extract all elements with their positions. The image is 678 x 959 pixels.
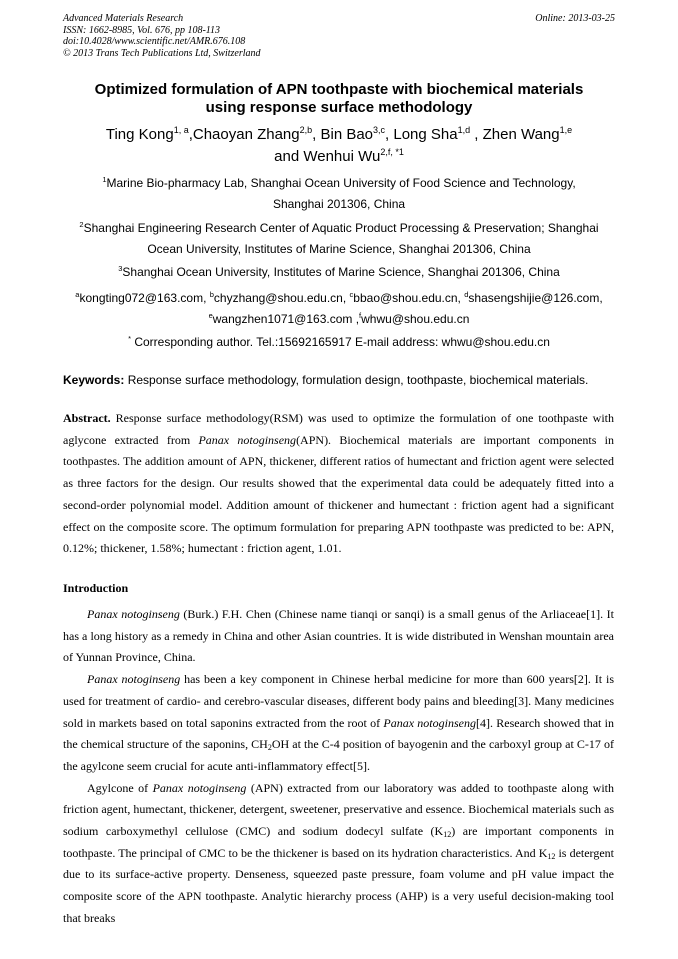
email-link[interactable]: wangzhen1071@163.com , (212, 312, 360, 326)
author-name: ,Chaoyan Zhang (188, 126, 300, 143)
author-name: Ting Kong (105, 126, 174, 143)
journal-header (63, 13, 615, 59)
author-name: , Bin Bao (312, 126, 374, 143)
corresponding-text: Corresponding author. Tel.:15692165917 E-mail address: whwu@shou.edu.cn (131, 335, 550, 349)
author-name: , Zhen Wang (470, 126, 560, 143)
email-sup: c (349, 290, 354, 299)
affiliation-sup: 3 (118, 264, 123, 273)
author-sup: 1,d (457, 125, 471, 135)
email-sup: d (464, 290, 469, 299)
title-line-1: Optimized formulation of APN toothpaste with biochemical materials (94, 81, 584, 98)
affiliation-1 (63, 173, 615, 215)
doi-line[interactable]: doi:10.4028/www.scientific.net/AMR.676.108 (63, 36, 246, 47)
email-link[interactable]: chyzhang@shou.edu.cn, (213, 291, 347, 305)
species-name: Panax notoginseng (152, 780, 247, 795)
author-name: and Wenhui Wu (274, 148, 381, 165)
keywords-label: Keywords: (63, 373, 125, 387)
paragraph-text: has been a key component in Chinese herbal medicine for more than 600 years[2]. It is used for treatment of cardio- and cerebro-vascular diseases, different body pains and bleeding[3]. Many medicines sold in markets based on total saponins extracted from the root of (63, 672, 614, 730)
online-date: Online: 2013-03-25 (535, 13, 615, 24)
affiliation-sup: 1 (102, 175, 107, 184)
subscript: 12 (443, 830, 452, 840)
author-sup: 2,b (299, 125, 313, 135)
affiliation-text: Shanghai Ocean University, Institutes of Marine Science, Shanghai 201306, China (122, 265, 560, 279)
corresponding-sup: * (128, 334, 131, 343)
author-sup: 1, a (173, 125, 189, 135)
subscript: 2 (267, 743, 272, 753)
section-heading-introduction: Introduction (63, 581, 129, 595)
email-link[interactable]: bbao@shou.edu.cn, (353, 291, 461, 305)
author-sup: 3,c (373, 125, 386, 135)
keywords-text: Response surface methodology, formulation design, toothpaste, biochemical materials. (124, 373, 589, 387)
paragraph-text: (APN) extracted from our laboratory was added to toothpaste along with friction agent, humectant, thickener, detergent, sweetener, preservative and essence. Biochemical materials such as sodium carboxymethyl cellulose (CMC) and sodium dodecyl sulfate (K (63, 780, 614, 839)
email-list (63, 288, 615, 330)
species-name: Panax notoginseng (383, 715, 476, 730)
paragraph-text: Agylcone of (87, 780, 153, 795)
copyright-line: © 2013 Trans Tech Publications Ltd, Switzerland (63, 47, 261, 59)
subscript: 12 (547, 851, 556, 861)
paragraph (63, 669, 614, 778)
affiliation-sup: 2 (79, 220, 84, 229)
introduction-body (63, 604, 614, 930)
paragraph-text: OH at the C-4 position of bayogenin and the carboxyl group at C-17 of the agylcone seem crucial for acute anti-inflammatory effect[5]. (63, 737, 614, 773)
affiliation-text: Shanghai Engineering Research Center of Aquatic Product Processing & Preservation; Shanghai (83, 221, 599, 235)
abstract-text: (APN). Biochemical materials are important components in toothpastes. The addition amount of APN, thickener, different ratios of humectant and friction agent were selected as three factors for the design. Our results showed that the experimental data could be adequately fitted into a second-order polynomial model. Addition amount of thickener and humectant : friction agent had a significant effect on the composite score. The optimum formulation for preparing APN toothpaste was predicted to be: APN, 0.12%; thickener, 1.58%; humectant : friction agent, 1.01. (63, 432, 614, 556)
affiliation-text: Marine Bio-pharmacy Lab, Shanghai Ocean University of Food Science and Technology, (106, 176, 576, 190)
paragraph (63, 778, 614, 930)
email-sup: a (75, 290, 80, 299)
email-link[interactable]: kongting072@163.com, (79, 291, 207, 305)
paragraph-text: ) are important components in toothpaste. The principal of CMC to be the thickener is based on its hydration characteristics. And K (63, 824, 614, 860)
paragraph (63, 604, 614, 669)
keywords (63, 372, 623, 388)
paragraph-text: (Burk.) F.H. Chen (Chinese name tianqi or sanqi) is a small genus of the Arliaceae[1]. It has a long history as a remedy in China and other Asian countries. It is wide distributed in Wenshan mountain area of Yunnan Province, China. (63, 607, 614, 665)
abstract (63, 408, 614, 560)
author-sup: 2,f, *1 (380, 147, 404, 157)
affiliation-2 (63, 218, 615, 260)
paper-title (63, 81, 615, 117)
affiliation-text: Ocean University, Institutes of Marine Science, Shanghai 201306, China (147, 242, 531, 256)
email-sup: f (359, 311, 362, 320)
affiliation-3 (63, 262, 615, 283)
paragraph-text: [4]. Research showed that in the chemical structure of the saponins, CH (63, 715, 614, 752)
email-sup: e (208, 311, 213, 320)
email-link[interactable]: whwu@shou.edu.cn (361, 312, 470, 326)
species-name: Panax notoginseng (87, 672, 181, 687)
author-sup: 1,e (559, 125, 573, 135)
issn-line: ISSN: 1662-8985, Vol. 676, pp 108-113 (63, 24, 221, 36)
corresponding-author (63, 332, 615, 353)
author-list (63, 124, 615, 168)
species-name: Panax notoginseng (87, 607, 180, 621)
email-link[interactable]: shasengshijie@126.com, (468, 291, 603, 305)
abstract-label: Abstract. (63, 411, 111, 425)
author-name: , Long Sha (385, 126, 458, 143)
abstract-text: Response surface methodology(RSM) was used to optimize the formulation of one toothpaste with aglycone extracted from (63, 411, 614, 447)
email-sup: b (209, 290, 214, 299)
journal-name: Advanced Materials Research (63, 13, 184, 24)
title-line-2: using response surface methodology (205, 99, 473, 116)
abstract-species: Panax notoginseng (198, 432, 297, 447)
paragraph-text: is detergent due to its surface-active property. Denseness, squeezed paste pressure, foam volume and pH value impact the composite score of the APN toothpaste. Analytic hierarchy process (AHP) is a very useful decision-making tool that breaks (63, 845, 614, 925)
affiliation-text: Shanghai 201306, China (272, 197, 406, 211)
